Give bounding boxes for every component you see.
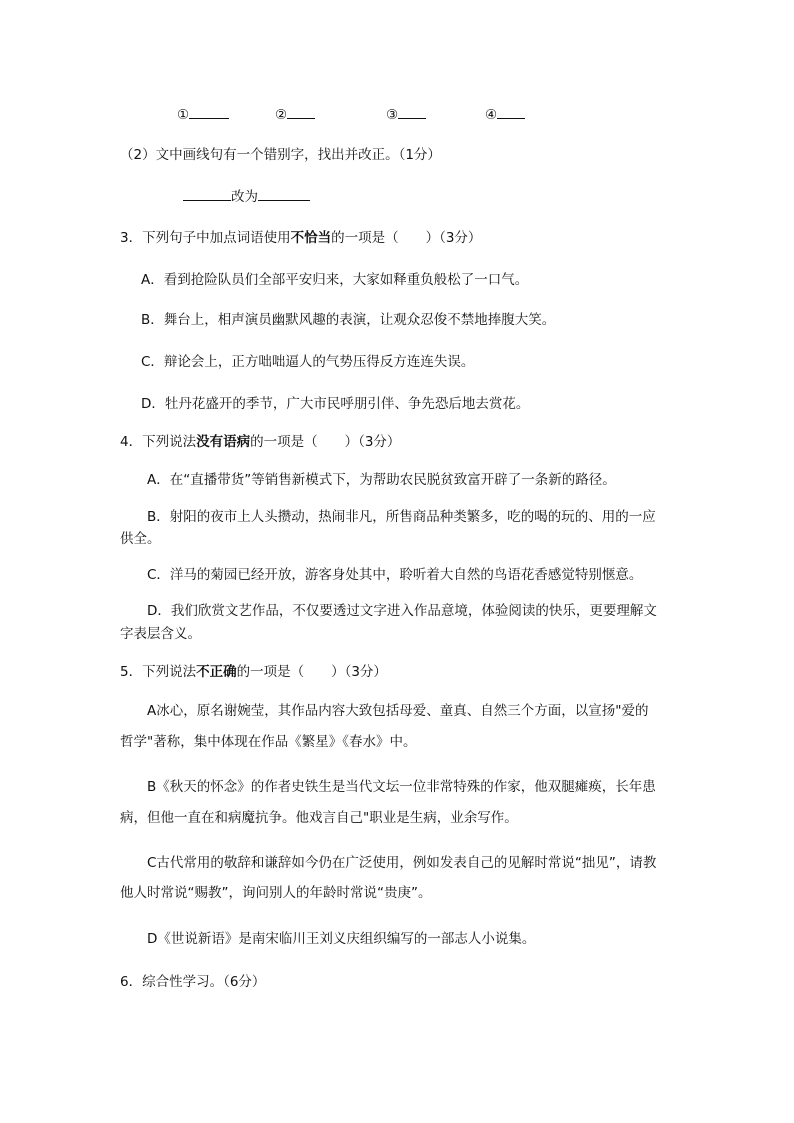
q5-option-a-line1[interactable]: A冰心，原名谢婉莹，其作品内容大致包括母爱、童真、自然三个方面，以宣扬"爱的 (147, 703, 649, 719)
q3-stem-post: 的一项是（ ）（3分） (331, 230, 482, 246)
q5-option-c-line2: 他人时常说“赐教”，询问别人的年龄时常说“贵庚”。 (120, 885, 432, 901)
q4-option-c[interactable]: C．洋马的菊园已经开放，游客身处其中，聆听着大自然的鸟语花香感觉特别惬意。 (147, 567, 643, 583)
q4-option-a[interactable]: A．在“直播带货”等销售新模式下，为帮助农民脱贫致富开辟了一条新的路径。 (147, 472, 616, 488)
q4-option-b-line2: 供全。 (120, 531, 161, 547)
blank-3-underline (398, 104, 426, 119)
q4-option-d-line1[interactable]: D．我们欣赏文艺作品，不仅要透过文字进入作品意境，体验阅读的快乐，更要理解文 (147, 603, 657, 619)
q4-option-b-line1[interactable]: B．射阳的夜市上人头攒动，热闹非凡，所售商品种类繁多，吃的喝的玩的、用的一应 (147, 509, 656, 525)
q5-option-a-line2: 哲学"著称，集中体现在作品《繁星》《春水》中。 (120, 734, 417, 750)
blank-2[interactable] (275, 104, 315, 125)
q3-stem-pre: 3．下列句子中加点词语使用 (120, 230, 291, 246)
q5-stem-post: 的一项是（ ）（3分） (236, 664, 387, 680)
q2-correction-row (183, 186, 310, 207)
wrong-char-blank[interactable] (183, 186, 231, 201)
blank-4[interactable] (485, 104, 525, 125)
correct-char-blank[interactable] (258, 186, 310, 201)
correction-label: 改为 (231, 189, 258, 205)
q3-option-c[interactable]: C．辩论会上，正方咄咄逼人的气势压得反方连连失误。 (141, 354, 475, 370)
q5-option-b-line2: 病，但他一直在和病魔抗争。他戏言自己"职业是生病，业余写作。 (120, 810, 518, 826)
blank-3[interactable] (386, 104, 426, 125)
q4-stem-pre: 4．下列说法 (120, 434, 197, 450)
q5-option-c-line1[interactable]: C古代常用的敬辞和谦辞如今仍在广泛使用，例如发表自己的见解时常说“拙见”，请教 (147, 855, 657, 871)
blank-1-label: ① (177, 107, 190, 123)
q5-stem-pre: 5．下列说法 (120, 664, 197, 680)
blank-4-label: ④ (485, 107, 498, 123)
q5-option-b-line1[interactable]: B《秋天的怀念》的作者史铁生是当代文坛一位非常特殊的作家，他双腿瘫痪，长年患 (147, 779, 656, 795)
q4-stem-post: 的一项是（ ）（3分） (250, 434, 401, 450)
answer-blanks-row (0, 104, 794, 124)
blank-4-underline (497, 104, 525, 119)
q2-sub2-text: （2）文中画线句有一个错别字，找出并改正。（1分） (120, 147, 441, 163)
blank-2-underline (287, 104, 315, 119)
q3-option-b[interactable]: B．舞台上，相声演员幽默风趣的表演，让观众忍俊不禁地捧腹大笑。 (141, 312, 556, 328)
blank-2-label: ② (275, 107, 288, 123)
blank-1[interactable] (177, 104, 229, 125)
q4-option-d-line2: 字表层含义。 (120, 626, 201, 642)
q5-stem (120, 662, 387, 682)
q3-stem-emphasis: 不恰当 (290, 230, 332, 246)
q3-stem (120, 228, 481, 248)
blank-1-underline (189, 104, 229, 119)
q3-option-d[interactable]: D．牡丹花盛开的季节，广大市民呼朋引伴、争先恐后地去赏花。 (141, 396, 530, 412)
q5-option-d[interactable]: D《世说新语》是南宋临川王刘义庆组织编写的一部志人小说集。 (147, 931, 536, 947)
q6-stem: 6．综合性学习。（6分） (120, 974, 266, 990)
q4-stem (120, 432, 400, 452)
blank-3-label: ③ (386, 107, 399, 123)
q4-stem-emphasis: 没有语病 (196, 434, 251, 450)
q5-stem-emphasis: 不正确 (196, 664, 237, 680)
q3-option-a[interactable]: A．看到抢险队员们全部平安归来，大家如释重负般松了一口气。 (141, 272, 529, 288)
